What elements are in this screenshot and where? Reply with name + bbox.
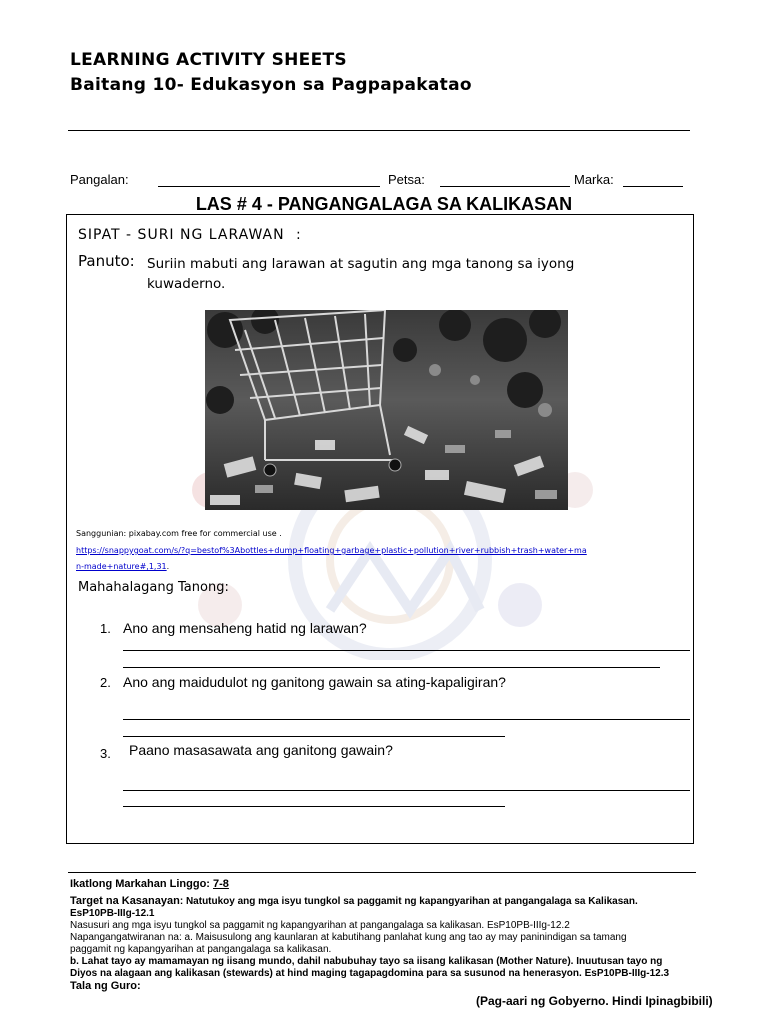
las-title: LAS # 4 - PANGANGALAGA SA KALIKASAN	[195, 194, 573, 214]
quarter-label: Ikatlong Markahan Linggo:	[70, 878, 210, 890]
question-2-text: Ano ang maidudulot ng ganitong gawain sa ating-kapaligiran?	[123, 674, 506, 690]
question-3-text: Paano masasawata ang ganitong gawain?	[129, 742, 393, 758]
sheet-subtitle: Baitang 10- Edukasyon sa Pagpapakatao	[70, 75, 472, 95]
quarter-line	[70, 878, 229, 890]
header-divider	[68, 130, 690, 131]
answer-2-line-2[interactable]	[123, 736, 505, 737]
target-text: : Natutukoy ang mga isyu tungkol sa paggamit ng kapangyarihan at pangangalaga sa Kalikasan.	[179, 896, 638, 907]
source-link-line-1[interactable]: https://snappygoat.com/s/?q=bestof%3Abottles+dump+floating+garbage+plastic+pollution+river+rubbish+trash+water+ma	[76, 546, 587, 555]
questions-heading: Mahahalagang Tanong:	[78, 580, 229, 595]
panuto-line-2: kuwaderno.	[147, 276, 226, 292]
date-label: Petsa:	[388, 172, 425, 187]
target-line-4: paggamit ng kapangyarihan at pangangalaga sa kalikasan.	[70, 944, 332, 955]
source-link-line-2[interactable]	[76, 559, 696, 575]
source-label: Sanggunian: pixabay.com free for commercial use .	[76, 529, 282, 538]
name-label: Pangalan:	[70, 172, 129, 187]
target-line-6: Diyos na alagaan ang kalikasan (stewards) at hind maging tagapagdomina para sa susunod na henerasyon. EsP10PB-IIIg-12.3	[70, 968, 670, 979]
panuto-label: Panuto:	[78, 252, 135, 270]
answer-3-line-1[interactable]	[123, 790, 690, 791]
panuto-line-1: Suriin mabuti ang larawan at sagutin ang mga tanong sa iyong	[147, 256, 575, 272]
name-field[interactable]	[158, 186, 380, 187]
grade-field[interactable]	[623, 186, 683, 187]
target-skills	[70, 894, 760, 992]
target-line-3: Napangangatwiranan na: a. Maisusulong ang kaunlaran at kabutihang panlahat kung ang tao ay may paninindigan sa tamang	[70, 932, 627, 943]
panuto-text	[147, 254, 667, 294]
footer-divider	[68, 872, 696, 873]
ownership-notice: (Pag-aari ng Gobyerno. Hindi Ipinagbibili)	[476, 994, 713, 1008]
quarter-value: 7-8	[213, 878, 229, 890]
sheet-title: LEARNING ACTIVITY SHEETS	[70, 50, 347, 70]
source-period: .	[166, 562, 170, 571]
source-link-line-2-text[interactable]: n-made+nature#,1,31	[76, 562, 167, 571]
garbage-cart-photo	[205, 310, 568, 510]
answer-3-line-2[interactable]	[123, 806, 505, 807]
question-3-number: 3.	[100, 746, 111, 761]
section-heading-text: SIPAT - SURI NG LARAWAN	[78, 227, 285, 243]
target-line-2: Nasusuri ang mga isyu tungkol sa paggamit ng kapangyarihan at pangangalaga sa kalikasan. EsP10PB-IIIg-12.2	[70, 920, 570, 931]
section-heading	[78, 227, 302, 243]
answer-1-line-1[interactable]	[123, 650, 690, 651]
grade-label: Marka:	[574, 172, 614, 187]
teacher-notes-label: Tala ng Guro:	[70, 980, 141, 992]
target-label: Target na Kasanayan	[70, 895, 180, 907]
answer-2-line-1[interactable]	[123, 719, 690, 720]
date-field[interactable]	[440, 186, 570, 187]
question-1-text: Ano ang mensaheng hatid ng larawan?	[123, 620, 367, 636]
target-code-1: EsP10PB-IIIg-12.1	[70, 908, 155, 919]
source-link[interactable]	[76, 543, 696, 575]
question-2-number: 2.	[100, 675, 111, 690]
target-line-5: b. Lahat tayo ay mamamayan ng iisang mundo, dahil nabubuhay tayo sa iisang kalikasan (Mother Nature). Inuutusan tayo ng	[70, 956, 663, 967]
question-1-number: 1.	[100, 621, 111, 636]
answer-1-line-2[interactable]	[123, 667, 660, 668]
section-heading-colon: :	[296, 227, 302, 243]
